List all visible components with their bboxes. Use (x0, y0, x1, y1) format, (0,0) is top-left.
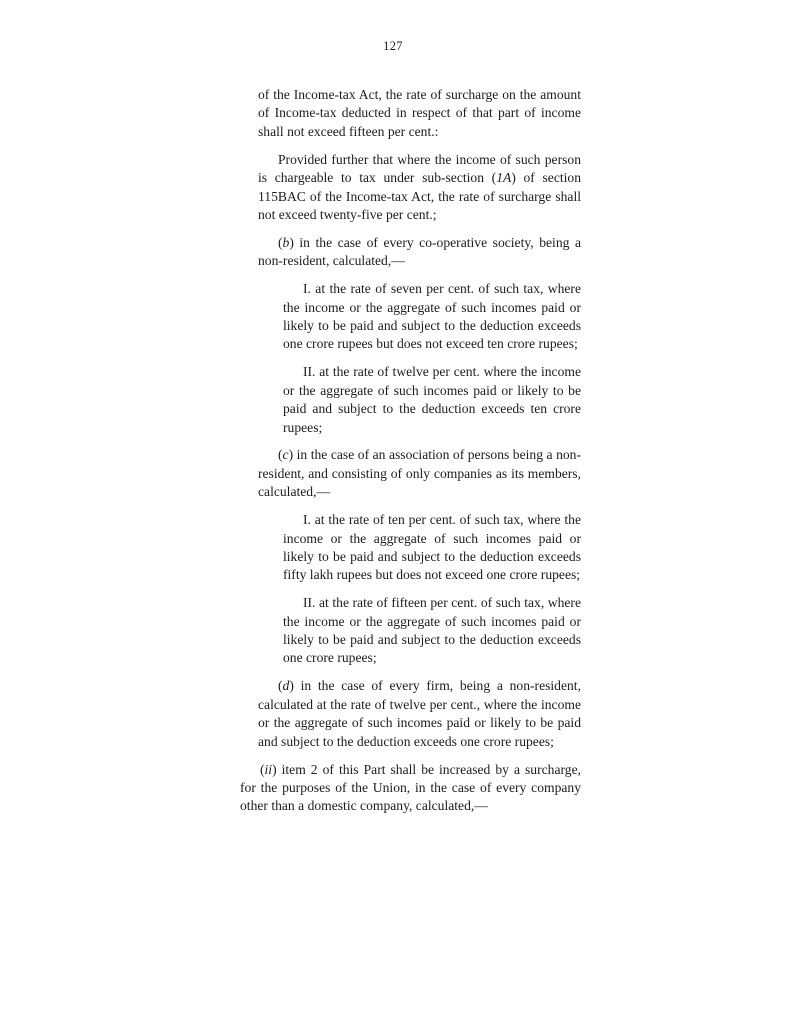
text-run: ) in the case of an association of persons being a non-resident, and consisting of only companies as its members, calculated,— (258, 447, 581, 500)
paragraph (258, 234, 581, 271)
text-run: ( (278, 447, 283, 463)
text-run: ii (264, 761, 273, 777)
text-run: II. at the rate of fifteen per cent. of such tax, where the income or the aggregate of such incomes paid or likely to be paid and subject to the deduction exceeds one crore rupees; (283, 595, 581, 666)
page-number: 127 (383, 39, 403, 53)
text-run: c (282, 447, 289, 463)
text-run: II. at the rate of twelve per cent. where the income or the aggregate of such incomes paid or likely to be paid and subject to the deduction exceeds ten crore rupees; (283, 364, 581, 435)
text-run: ) in the case of every co-operative society, being a non-resident, calculated,— (258, 234, 581, 269)
text-run: Provided further that where the income of such person is chargeable to tax under sub-section ( (258, 151, 581, 186)
text-run: ( (278, 678, 283, 694)
paragraph (283, 280, 581, 354)
text-run: b (282, 234, 290, 250)
paragraph (283, 511, 581, 585)
text-run: ) item 2 of this Part shall be increased by a surcharge, for the purposes of the Union, in the case of every company other than a domestic company, calculated,— (240, 761, 581, 814)
document-body (240, 86, 581, 825)
text-run: I. at the rate of seven per cent. of such tax, where the income or the aggregate of such incomes paid or likely to be paid and subject to the deduction exceeds one crore rupees but does not exceed ten crore rupees; (283, 281, 581, 352)
paragraph (240, 761, 581, 816)
text-run: ( (278, 234, 283, 250)
text-run: 1A (496, 170, 512, 186)
text-run: I. at the rate of ten per cent. of such tax, where the income or the aggregate of such incomes paid or likely to be paid and subject to the deduction exceeds fifty lakh rupees but does not exceed one crore rupees; (283, 512, 581, 583)
paragraph (258, 677, 581, 751)
paragraph (283, 363, 581, 437)
text-run: ) in the case of every firm, being a non-resident, calculated at the rate of twelve per cent., where the income or the aggregate of such incomes paid or likely to be paid and subject to the deduction exceeds one crore rupees; (258, 678, 581, 749)
paragraph (258, 446, 581, 501)
text-run: ) of section 115BAC of the Income-tax Act, the rate of surcharge shall not exceed twenty-five per cent.; (258, 170, 581, 222)
text-run: ( (260, 761, 265, 777)
text-run: of the Income-tax Act, the rate of surcharge on the amount of Income-tax deducted in respect of that part of income shall not exceed fifteen per cent.: (258, 87, 581, 139)
text-run: d (282, 678, 290, 694)
paragraph (258, 86, 581, 141)
paragraph (283, 594, 581, 668)
paragraph (258, 151, 581, 225)
